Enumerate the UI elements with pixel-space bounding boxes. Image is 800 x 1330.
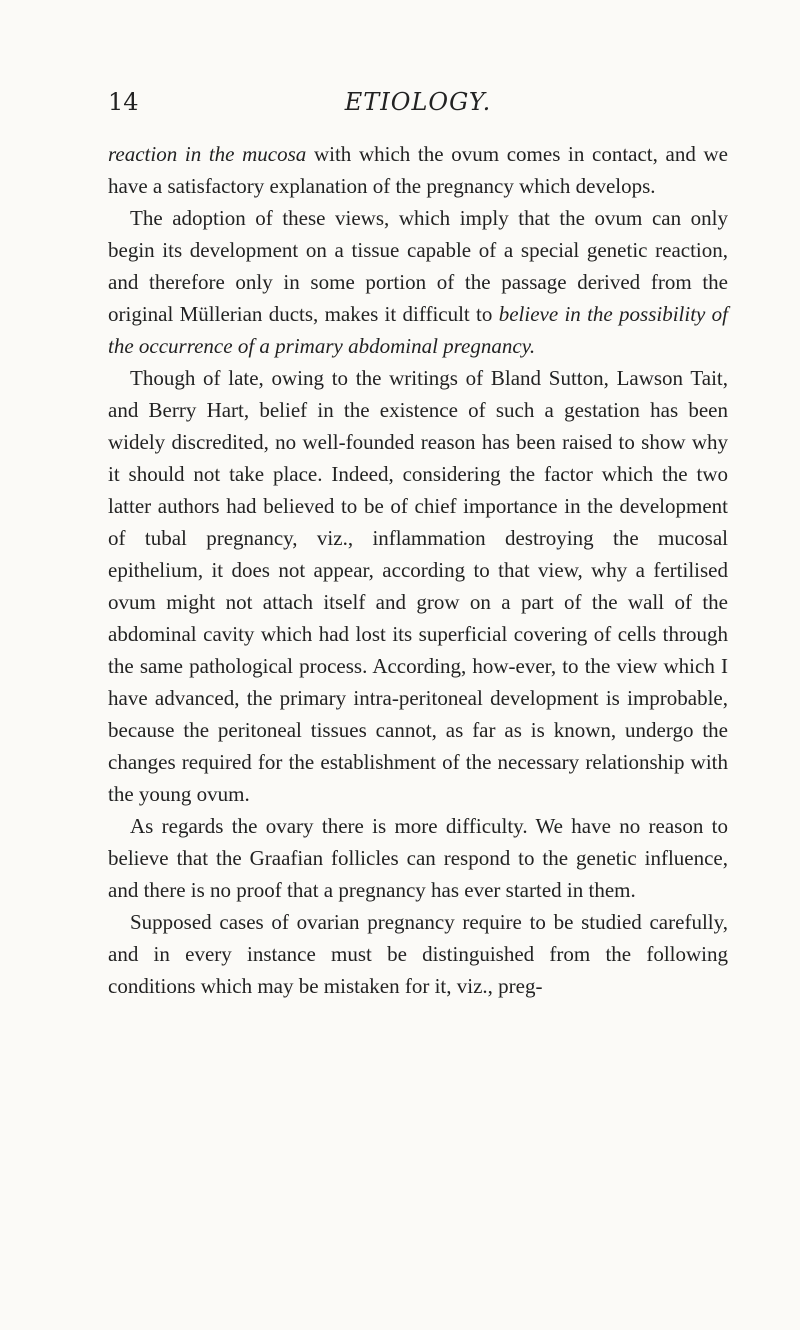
paragraph xyxy=(108,202,728,362)
running-head: ETIOLOGY. xyxy=(344,88,492,116)
paragraph xyxy=(108,906,728,1002)
paragraph xyxy=(108,362,728,810)
text-run: The adoption of these views, which imply that the ovum can only begin its development on a tissue capable of a special genetic reaction, and therefore only in some portion of the passage derived from the original Müllerian ducts, makes it difficult to xyxy=(108,206,728,326)
text-run: As regards the ovary there is more difficulty. We have no reason to believe that the Graafian follicles can respond to the genetic influence, and there is no proof that a pregnancy has ever started in them. xyxy=(108,814,728,902)
text-run: Supposed cases of ovarian pregnancy require to be studied carefully, and in every instance must be distinguished from the following conditions which may be mistaken for it, viz., preg- xyxy=(108,910,728,998)
text-italic: believe in the possibility of the occurrence of a primary abdominal pregnancy. xyxy=(108,302,728,358)
paragraph xyxy=(108,138,728,202)
body-text xyxy=(108,138,728,1002)
paragraph xyxy=(108,810,728,906)
text-italic: reaction in the mucosa xyxy=(108,142,307,166)
text-run: Though of late, owing to the writings of Bland Sutton, Lawson Tait, and Berry Hart, belief in the existence of such a gestation has been widely discredited, no well-founded reason has been raised to show why it should not take place. Indeed, considering the factor which the two latter authors had believed to be of chief importance in the development of tubal pregnancy, viz., inflammation destroying the mucosal epithelium, it does not appear, according to that view, why a fertilised ovum might not attach itself and grow on a part of the wall of the abdominal cavity which had lost its superficial covering of cells through the same pathological process. According, how-ever, to the view which I have advanced, the primary intra-peritoneal development is improbable, because the peritoneal tissues cannot, as far as is known, undergo the changes required for the establishment of the necessary relationship with the young ovum. xyxy=(108,366,728,806)
page-number: 14 xyxy=(108,88,139,116)
text-run: with which the ovum comes in contact, and we have a satisfactory explanation of the pregnancy which develops. xyxy=(108,142,728,198)
page-header xyxy=(108,88,728,128)
